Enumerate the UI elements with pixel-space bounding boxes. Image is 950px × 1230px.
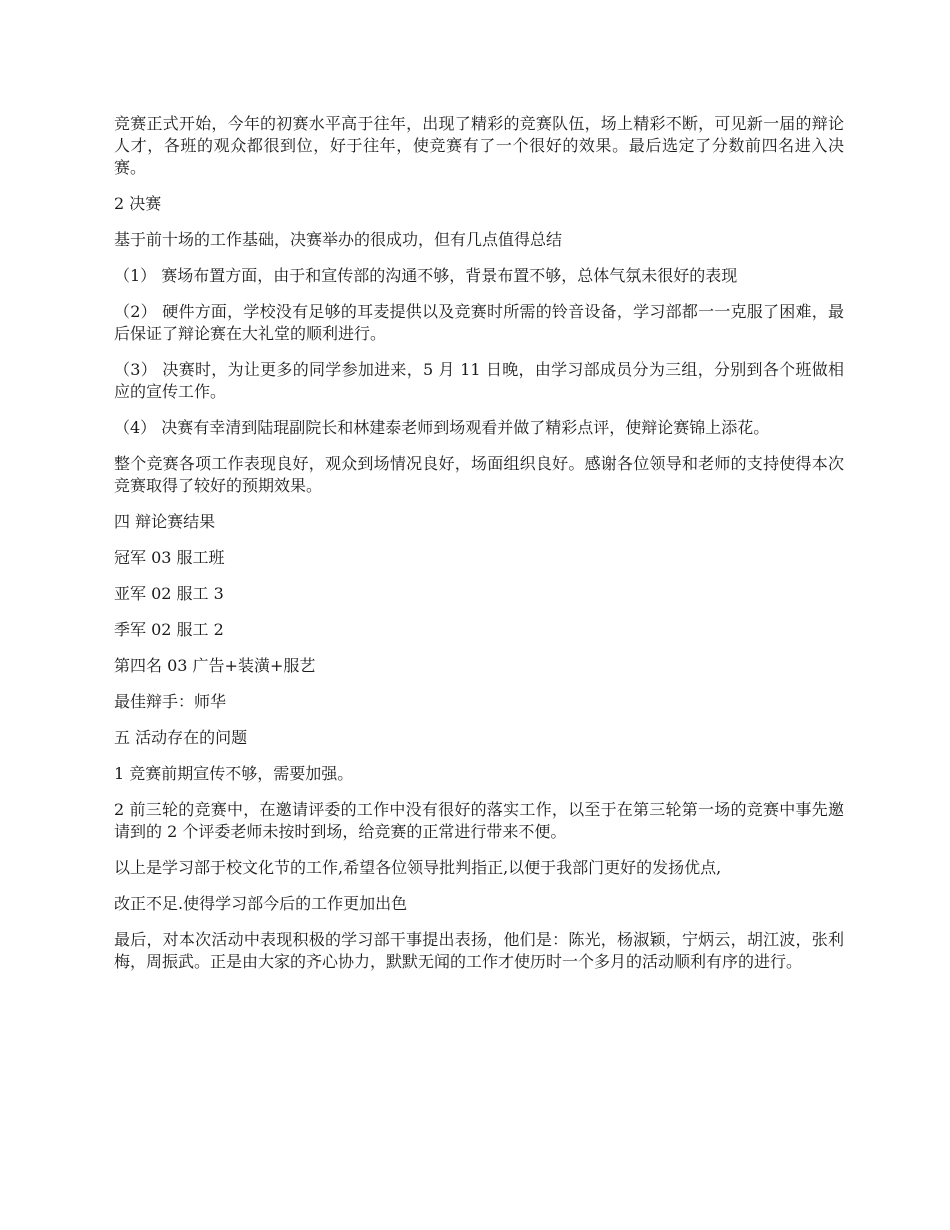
heading-results: 四 辩论赛结果 (114, 512, 216, 531)
paragraph-preliminary-summary: 竞赛正式开始，今年的初赛水平高于往年，出现了精彩的竞赛队伍，场上精彩不断，可见新一届的辩论人才，各班的观众都很到位，好于往年，使竞赛有了一个很好的效果。最后选定了分数前四名进入决赛。 (114, 114, 844, 177)
result-third: 季军 02 服工 2 (114, 620, 224, 639)
result-best-debater: 最佳辩手：师华 (114, 692, 227, 711)
result-champion: 冠军 03 服工班 (114, 548, 225, 567)
paragraph-final-intro: 基于前十场的工作基础，决赛举办的很成功，但有几点值得总结 (114, 230, 563, 249)
paragraph-overall: 整个竞赛各项工作表现良好，观众到场情况良好，场面组织良好。感谢各位领导和老师的支持使得本次竞赛取得了较好的预期效果。 (114, 454, 844, 495)
list-item-hardware: （2） 硬件方面，学校没有足够的耳麦提供以及竞赛时所需的铃音设备，学习部都一一克服了困难，最后保证了辩论赛在大礼堂的顺利进行。 (114, 302, 844, 343)
paragraph-commendation: 最后，对本次活动中表现积极的学习部干事提出表扬，他们是：陈光，杨淑颖，宁炳云，胡江波，张利梅，周振武。正是由大家的齐心协力，默默无闻的工作才使历时一个多月的活动顺利有序的进行。 (114, 930, 844, 971)
document-body (114, 113, 844, 987)
list-item-promotion: （3） 决赛时，为让更多的同学参加进来，5 月 11 日晚，由学习部成员分为三组，分别到各个班做相应的宣传工作。 (114, 360, 844, 401)
paragraph-closing-2: 改正不足.使得学习部今后的工作更加出色 (114, 894, 408, 913)
heading-final: 2 决赛 (114, 194, 162, 213)
paragraph-closing-1: 以上是学习部于校文化节的工作,希望各位领导批判指正,以便于我部门更好的发扬优点, (114, 858, 722, 877)
problem-item-1: 1 竞赛前期宣传不够，需要加强。 (114, 764, 354, 783)
list-item-guests: （4） 决赛有幸清到陆琨副院长和林建泰老师到场观看并做了精彩点评，使辩论赛锦上添花。 (114, 418, 770, 437)
result-fourth: 第四名 03 广告+装潢+服艺 (114, 656, 316, 675)
problem-item-2: 2 前三轮的竞赛中，在邀请评委的工作中没有很好的落实工作，以至于在第三轮第一场的竞赛中事先邀请到的 2 个评委老师未按时到场，给竞赛的正常进行带来不便。 (114, 800, 844, 841)
result-runner-up: 亚军 02 服工 3 (114, 584, 224, 603)
heading-problems: 五 活动存在的问题 (114, 728, 248, 747)
list-item-venue: （1） 赛场布置方面，由于和宣传部的沟通不够，背景布置不够，总体气氛未很好的表现 (114, 266, 738, 285)
